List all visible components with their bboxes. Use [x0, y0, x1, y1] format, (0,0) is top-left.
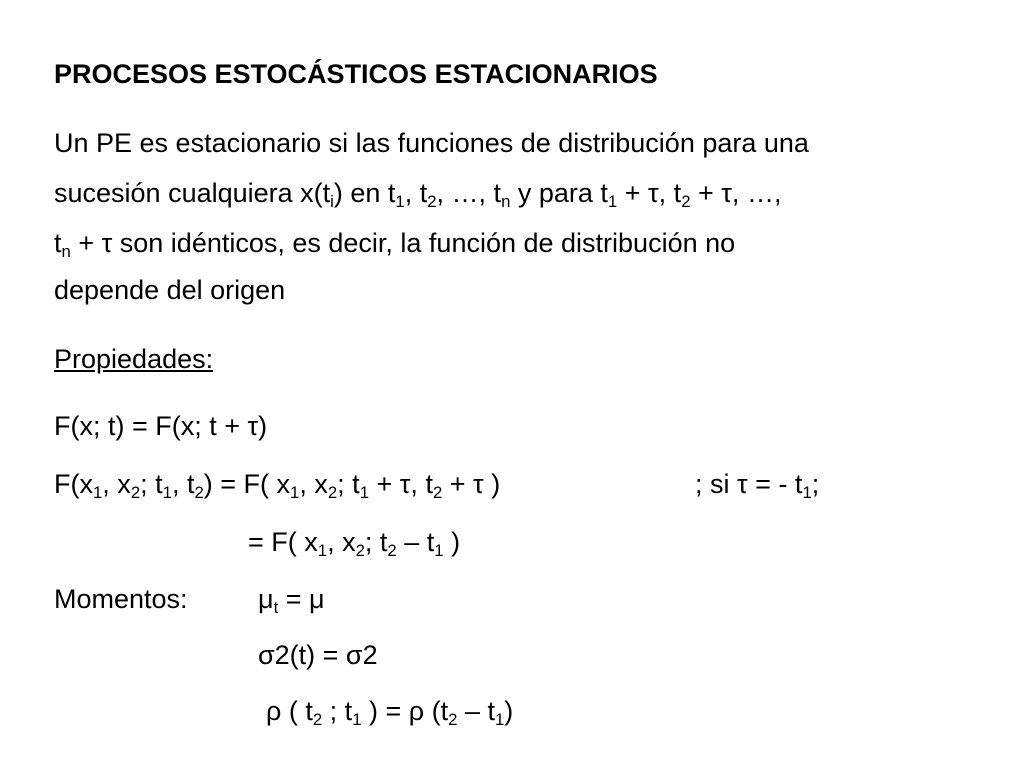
- moment-correlation: ρ ( $t_2$ ; $t_1$ ) = ρ $(t_2 - t_1)$: [266, 696, 514, 730]
- paragraph-line-3: $t_n + \tau$ son idénticos, es decir, la función de distribución no: [54, 228, 736, 262]
- condition-tau: ; si τ = - $t_1$;: [695, 469, 820, 503]
- momentos-label: Momentos:: [54, 584, 188, 614]
- slide-title: PROCESOS ESTOCÁSTICOS ESTACIONARIOS: [54, 59, 658, 89]
- propiedades-heading: Propiedades:: [54, 344, 214, 374]
- paragraph-line-2: sucesión cualquiera $x(t_i)$ en $t_1$, $t_2$, …, $t_n$ y para $t_1 + \tau$, $t_2 + \tau$, …,: [54, 178, 782, 212]
- equation-joint-distribution: $F(x_1$, $x_2$; $t_1$, $t_2) = F$( $x_1$, $x_2$; $t_1 + \tau$, $t_2 + \tau$ ) ; si τ = - $t_1$;: [54, 469, 820, 503]
- paragraph-line-4: depende del origen: [54, 275, 286, 305]
- equation-stationary-distribution: F(x; t) = F(x; t + τ): [54, 411, 268, 441]
- moment-variance: σ2(t) = σ2: [258, 640, 378, 670]
- equation-time-difference: = F( $x_1$, $x_2$; $t_2 - t_1$ ): [248, 527, 461, 561]
- moment-mean: $\mu_t = \mu$: [258, 584, 325, 618]
- paragraph-line-1: Un PE es estacionario si las funciones de distribución para una: [54, 128, 809, 158]
